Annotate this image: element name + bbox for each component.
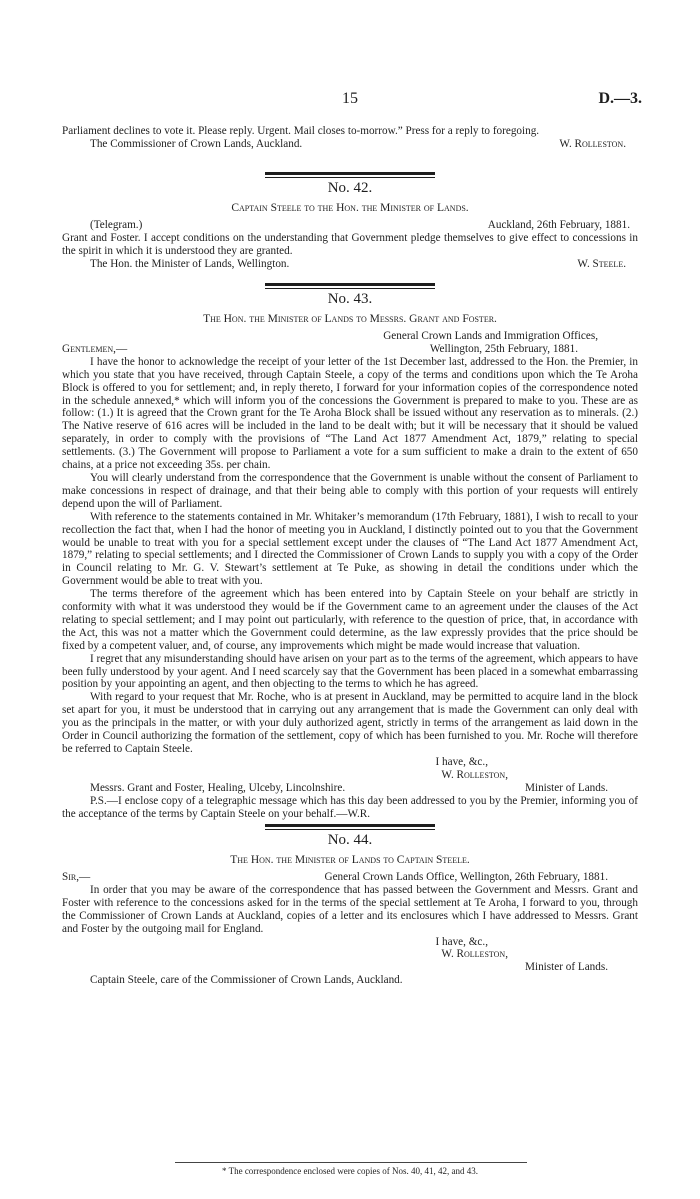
intro-addressee: The Commissioner of Crown Lands, Auckland.: [90, 137, 303, 150]
letter-44-closing: I have, &c.,: [435, 935, 488, 948]
document-reference: D.—3.: [598, 90, 642, 107]
letter-44-salutation: Sir,—: [62, 871, 91, 883]
letter-43: [62, 330, 638, 820]
letter-43-paragraph: With regard to your request that Mr. Roche, who is at present in Auckland, may be permitted to acquire land in the block set apart for you, it must be understood that in carrying out any arrangement that is made the Government can only deal with you as the principals in the matter, or with your duly authorized agent, strictly in terms of the arrangement as laid down in the Order in Council authorizing the formation of the settlement, copy of which has been furnished to you. Mr. Roche will therefore be referred to Captain Steele.: [62, 691, 638, 755]
letter-43-headline: [62, 343, 638, 356]
intro-block: [62, 125, 638, 151]
letter-43-addressee: Messrs. Grant and Foster, Healing, Ulceby, Lincolnshire.: [90, 781, 346, 794]
letter-43-office: General Crown Lands and Immigration Offices,: [383, 330, 598, 342]
letter-43-signoff: [62, 782, 638, 795]
letter-44: [62, 871, 638, 987]
letter-44-number: No. 44.: [327, 832, 373, 848]
letter-43-number: No. 43.: [327, 291, 373, 307]
letter-44-sign-title: Minister of Lands.: [525, 961, 608, 974]
letter-44-addressee: Captain Steele, care of the Commissioner of Crown Lands, Auckland.: [90, 974, 403, 987]
letter-43-dateline: Wellington, 25th February, 1881.: [429, 342, 578, 355]
letter-44-signature: W. Rolleston,: [441, 948, 508, 961]
letter-43-paragraph: I have the honor to acknowledge the receipt of your letter of the 1st December last, addressed to the Hon. the Premier, in which you state that you have received, through Captain Steele, a copy of the terms and conditions upon which the Te Aroha Block is offered to you for settlement; and, in reply thereto, I forward for your information copies of the correspondence noted in the schedule annexed,* which will inform you of the concessions the Government is prepared to make to you. These are as follow: (1.) It is agreed that the Crown grant for the Te Aroha Block shall be issued without any reservation as to minerals. (2.) The Native reserve of 616 acres will be included in the land to be dealt with; but it will be necessary that it should be valued separately, in order to comply with the provisions of “The Land Act 1877 Amendment Act, 1879,” relating to special settlements. (3.) The Government will propose to Parliament a vote for a sum sufficient to make a drain to the extent of 650 chains, at a price not exceeding 35s. per chain.: [62, 355, 638, 472]
intro-signature: W. Rolleston.: [559, 137, 626, 150]
letter-42-number: No. 42.: [327, 180, 373, 196]
page-header: [0, 90, 700, 110]
letter-43-paragraph: You will clearly understand from the correspondence that the Government is unable without the consent of Parliament to make concessions in respect of drainage, and that their being able to comply with this portion of your requests will entirely depend upon the will of Parliament.: [62, 471, 638, 510]
footnote-divider: [175, 1162, 527, 1163]
section-divider: [265, 283, 435, 286]
letter-42-headline: [62, 219, 638, 232]
letter-43-closing: I have, &c.,: [435, 755, 488, 768]
letter-42-signature: W. Steele.: [577, 257, 626, 270]
section-divider: [265, 824, 435, 827]
section-divider: [265, 172, 435, 175]
letter-42-addressee: The Hon. the Minister of Lands, Wellington.: [90, 257, 290, 270]
page-number: 15: [342, 90, 358, 107]
letter-44-dateline: General Crown Lands Office, Wellington, 26th February, 1881.: [324, 871, 608, 883]
intro-text: Parliament declines to vote it. Please reply. Urgent. Mail closes to-morrow.” Press for a reply to foregoing.: [62, 125, 540, 137]
letter-43-postscript: P.S.—I enclose copy of a telegraphic message which has this day been addressed to you by the Premier, informing you of the acceptance of the terms by Captain Steele on your behalf.—W.R.: [62, 794, 638, 820]
letter-43-title: The Hon. the Minister of Lands to Messrs. Grant and Foster.: [203, 313, 497, 325]
letter-44-headline: [62, 871, 638, 884]
letter-43-salutation: Gentlemen,—: [62, 342, 128, 355]
letter-44-body: In order that you may be aware of the correspondence that has passed between the Government and Messrs. Grant and Foster with reference to the concessions asked for in the terms of the special settlement at Te Aroha, I forward to you, through the Commissioner of Crown Lands at Auckland, copies of a letter and its enclosures which I have addressed to Messrs. Grant and Foster by the outgoing mail for England.: [62, 883, 638, 935]
letter-42-title: Captain Steele to the Hon. the Minister of Lands.: [231, 202, 469, 214]
letter-42-body: Grant and Foster. I accept conditions on the understanding that Government pledge themselves to give effect to concessions in the spirit in which it is understood they are granted.: [62, 231, 638, 257]
letter-43-signature: W. Rolleston,: [441, 768, 508, 781]
letter-43-paragraph: I regret that any misunderstanding should have arisen on your part as to the terms of the agreement, which appears to have been fully understood by your agent. And I need scarcely say that the Government has been placed in a somewhat embarrassing position by your appointing an agent, and then objecting to the terms to which he has agreed.: [62, 652, 639, 691]
letter-42-telegram: (Telegram.): [90, 219, 143, 231]
letter-43-paragraph: With reference to the statements contained in Mr. Whitaker’s memorandum (17th February, 1881), I wish to recall to your recollection the fact that, when I had the honor of meeting you in Auckland, I distinctly pointed out to you that the Government would be unable to treat with you for a special settlement except under the clauses of “The Land Act 1877 Amendment Act, 1879,” relating to special settlements; and I directed the Commissioner of Crown Lands to supply you with a copy of the Order in Council relating to Mr. G. V. Stewart’s settlement at Te Puke, as showing in detail the conditions under which the Government would be able to treat with you.: [62, 510, 638, 588]
letter-43-paragraph: The terms therefore of the agreement which has been entered into by Captain Steele on your behalf are strictly in conformity with what it was understood they would be if the Government came to an agreement under the clauses of the Act relating to special settlement; and I may point out particularly, with reference to the question of price, that, in accordance with the Act, this was not a matter which the Government could determine, as the law expressly provides that the price should be fixed by a competent valuer, and, of course, any improvements which might be made would increase that valuation.: [62, 588, 638, 652]
letter-44-title: The Hon. the Minister of Lands to Captain Steele.: [230, 854, 470, 866]
intro-signoff: [62, 138, 638, 151]
letter-43-sign-title: Minister of Lands.: [525, 781, 608, 794]
letter-42: [62, 219, 638, 271]
letter-42-dateline: Auckland, 26th February, 1881.: [487, 219, 630, 231]
letter-42-signoff: [62, 258, 638, 271]
footnote: * The correspondence enclosed were copies of Nos. 40, 41, 42, and 43.: [221, 1166, 478, 1176]
